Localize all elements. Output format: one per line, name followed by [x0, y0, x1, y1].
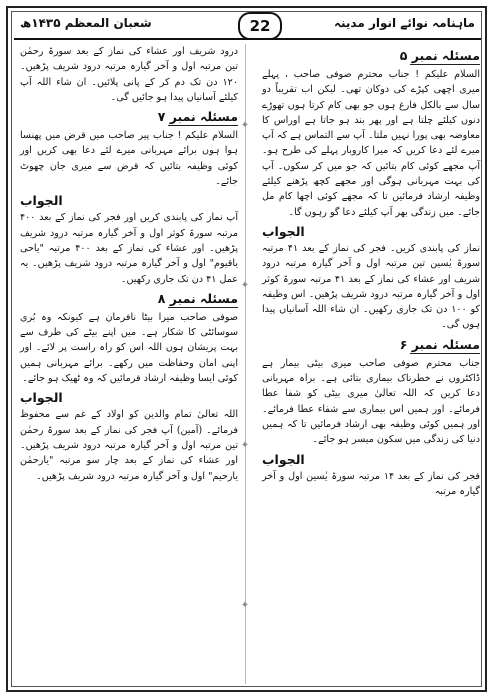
right-column [262, 44, 480, 502]
body-paragraph: آپ نماز کی پابندی کریں اور فجر کی نماز کے بعد ۴۰۰ مرتبہ سورۃ کوثر اول و آخر گیارہ مرتبہ درود شریف پڑھیں۔ اور عشاء کی نماز کے بعد ۴۰۰ مرتبہ "یاحی یاقیوم" اول و آخر گیارہ مرتبہ درود شریف پڑھیں۔ یہ عمل ۴۱ دن تک جاری رکھیں۔ [20, 212, 238, 285]
body-paragraph: جناب محترم صوفی صاحب میری بیٹی بیمار ہے ڈاکٹروں نے خطرناک بیماری بتائی ہے۔ براہ مہربانی دعا کریں کہ اللہ تعالیٰ میری بیٹی کو شفا عطا فرمائے۔ اور ہمیں اس بیماری سے شفاء عطا فرمائے۔ اور ہمیں کوئی وظیفہ بھی ارشاد فرمائیں تا کہ ہمیں دنیا کی زندگی میں سکون میسر ہو جائے۔ [262, 357, 480, 446]
issue-date: شعبان المعظم ۱۴۳۵ھ [20, 16, 152, 30]
question-heading: مسئلہ نمبر ۸ [20, 291, 238, 308]
body-paragraph: صوفی صاحب میرا بیٹا نافرمان ہے کیونکہ وہ بُری سوسائٹی کا شکار ہے۔ میں اپنے بیٹے کی طرف سے بہت پریشان ہوں اللہ اس کو راہ راست پر لائے۔ اور اپنی امان وحفاظت میں رکھے۔ برائے مہربانی ہمیں کوئی ایسا وظیفہ ارشاد فرمائیں کہ وہ ٹھیک ہو جائے۔ [20, 311, 238, 385]
body-paragraph: السلام علیکم ! جناب پیر صاحب میں قرض میں پھنسا ہوا ہوں برائے مہربانی میرے لئے دعا بھی کریں اور کوئی وظیفہ بتائیں کہ قرض سے میری جان چھوٹ جائے۔ [20, 130, 238, 188]
answer-heading: الجواب [20, 193, 63, 209]
column-divider [245, 44, 246, 684]
header-rule [14, 38, 481, 40]
page-header [14, 12, 481, 38]
divider-ornament: ✦ [240, 280, 250, 291]
question-heading: مسئلہ نمبر ۷ [20, 109, 238, 126]
answer-heading: الجواب [262, 223, 305, 239]
body-paragraph: فجر کی نماز کے بعد ۱۴ مرتبہ سورۃ یٰسین اول و آخر گیارہ مرتبہ [262, 470, 480, 497]
divider-ornament: ✦ [240, 120, 250, 131]
body-paragraph: اللہ تعالیٰ تمام والدین کو اولاد کے غم سے محفوظ فرمائے۔ (آمین) آپ فجر کی نماز کے بعد سورۃ رحمٰن تین مرتبہ اول و آخر گیارہ مرتبہ درود شریف پڑھیں۔ اور عشاء کی نماز کے بعد چار سو مرتبہ "یارحمٰن یارحیم" اول و آخر گیارہ مرتبہ درود شریف پڑھیں۔ [20, 409, 238, 482]
answer-heading: الجواب [262, 451, 305, 467]
body-paragraph: السلام علیکم ! جناب محترم صوفی صاحب ، پہلے میری اچھی کپڑے کی دوکان تھی۔ لیکن اب تقریباً دو سال سے بالکل فارغ ہوں جو بھی کام کرتا ہوں تھوڑے دنوں کیلئے چلتا ہے اور پھر بند ہو جاتا ہے اوراس کا معاوضہ بھی پورا نہیں ملتا۔ آپ سے التماس ہے کہ آپ میرے لئے دعا کریں کہ میرا کاروبار پہلے کی طرح ہو۔ آپ مجھے کوئی کام بتائیں کہ جو میں کر سکوں۔ آپ کی بہت مہربانی ہوگی اور مجھے کچھ پڑھنے کیلئے وظیفہ ارشاد فرمائیں تا کہ مجھے کوئی اچھا کام مل جائے۔ میں زندگی بھر آپ کیلئے دعا گو رہوں گا۔ [262, 69, 480, 218]
body-paragraph: درود شریف اور عشاء کی نماز کے بعد سورۃ رحمٰن تین مرتبہ اول و آخر گیارہ مرتبہ درود شریف پڑھیں۔ ۱۲۰ دن تک دم کر کے پانی پلائیں۔ ان شاء اللہ آپ کیلئے آسانیاں پیدا ہو جائیں گی۔ [20, 46, 238, 103]
question-heading: مسئلہ نمبر ۵ [262, 48, 480, 65]
answer-heading: الجواب [20, 390, 63, 406]
journal-title: ماہنامہ نوائے انوار مدینہ [333, 16, 475, 30]
divider-ornament: ✦ [240, 440, 250, 451]
body-paragraph: نماز کی پابندی کریں۔ فجر کی نماز کے بعد ۴۱ مرتبہ سورۃ یٰسین تین مرتبہ اول و آخر گیارہ مرتبہ درود شریف اور عشاء کی نماز کے بعد ۴۱ مرتبہ سورۃ کوثر اول و آخر گیارہ مرتبہ درود شریف پڑھیں۔ اس وظیفہ کو ۱۰۰ دن تک جاری رکھیں۔ ان شاء اللہ آسانیاں پیدا ہوں گی۔ [262, 242, 481, 331]
question-heading: مسئلہ نمبر ۶ [262, 337, 480, 354]
page-number: 22 [238, 12, 282, 40]
divider-ornament: ✦ [240, 600, 250, 611]
left-column [20, 44, 238, 487]
